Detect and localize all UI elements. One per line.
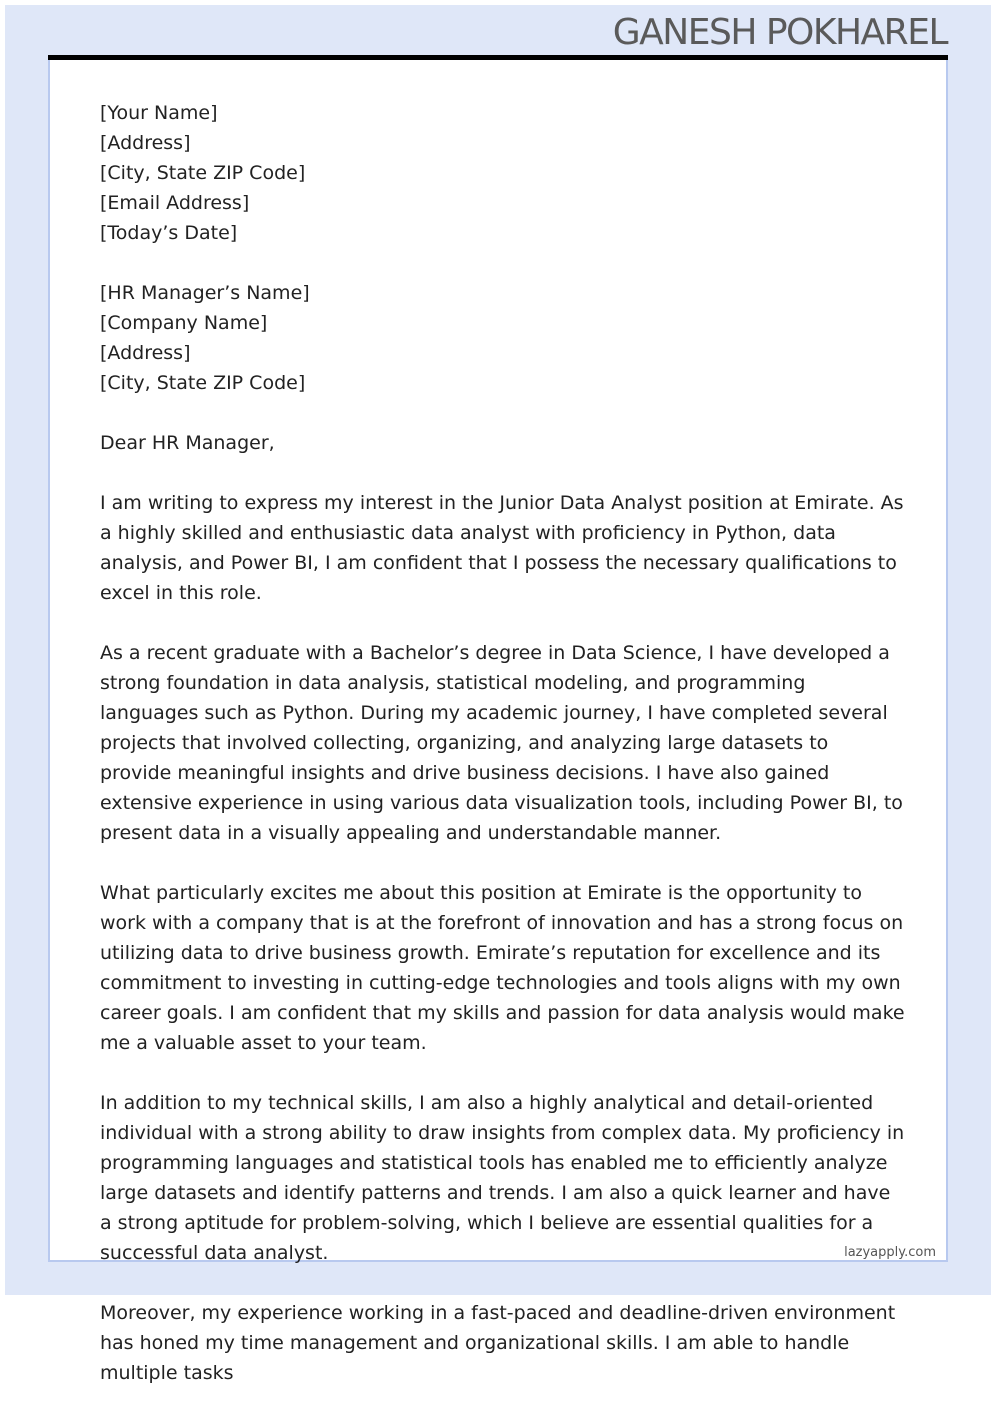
recipient-address-block [100,278,905,398]
letter-date: [Today’s Date] [100,222,238,244]
paragraph-intro: I am writing to express my interest in the Junior Data Analyst position at Emirate. As a highly skilled and enthusiastic data analyst with proficiency in Python, data analysis, and Power BI, I am confident that I possess the necessary qualifications to excel in this role. [100,492,904,604]
paragraph-experience: Moreover, my experience working in a fast-paced and deadline-driven environment has honed my time management and organizational skills. I am able to handle multiple tasks [100,1302,896,1384]
sender-address: [Address] [100,132,191,154]
sender-name: [Your Name] [100,102,218,124]
paragraph-motivation: What particularly excites me about this position at Emirate is the opportunity to work with a company that is at the forefront of innovation and has a strong focus on utilizing data to drive business growth. Emirate’s reputation for excellence and its commitment to investing in cutting-edge technologies and tools aligns with my own career goals. I am confident that my skills and passion for data analysis would make me a valuable asset to your team. [100,882,905,1054]
applicant-name-header: GANESH POKHAREL [612,12,947,53]
page-background [5,5,991,1384]
paragraph-education: As a recent graduate with a Bachelor’s degree in Data Science, I have developed a strong foundation in data analysis, statistical modeling, and programming languages such as Python. During my academic journey, I have completed several projects that involved collecting, organizing, and analyzing large datasets to provide meaningful insights and drive business decisions. I have also gained extensive experience in using various data visualization tools, including Power BI, to present data in a visually appealing and understandable manner. [100,642,903,844]
watermark-text: lazyapply.com [844,1245,936,1260]
salutation: Dear HR Manager, [100,432,275,454]
recipient-address: [Address] [100,342,191,364]
recipient-company: [Company Name] [100,312,268,334]
paragraph-skills: In addition to my technical skills, I am also a highly analytical and detail-oriented individual with a strong ability to draw insights from complex data. My proficiency in programming languages and statistical tools has enabled me to efficiently analyze large datasets and identify patterns and trends. I am also a quick learner and have a strong aptitude for problem-solving, which I believe are essential qualities for a successful data analyst. [100,1092,905,1264]
recipient-city-state-zip: [City, State ZIP Code] [100,372,306,394]
sender-city-state-zip: [City, State ZIP Code] [100,162,306,184]
sender-address-block [100,98,905,248]
recipient-name: [HR Manager’s Name] [100,282,310,304]
sender-email: [Email Address] [100,192,250,214]
cover-letter-body [100,98,905,1418]
